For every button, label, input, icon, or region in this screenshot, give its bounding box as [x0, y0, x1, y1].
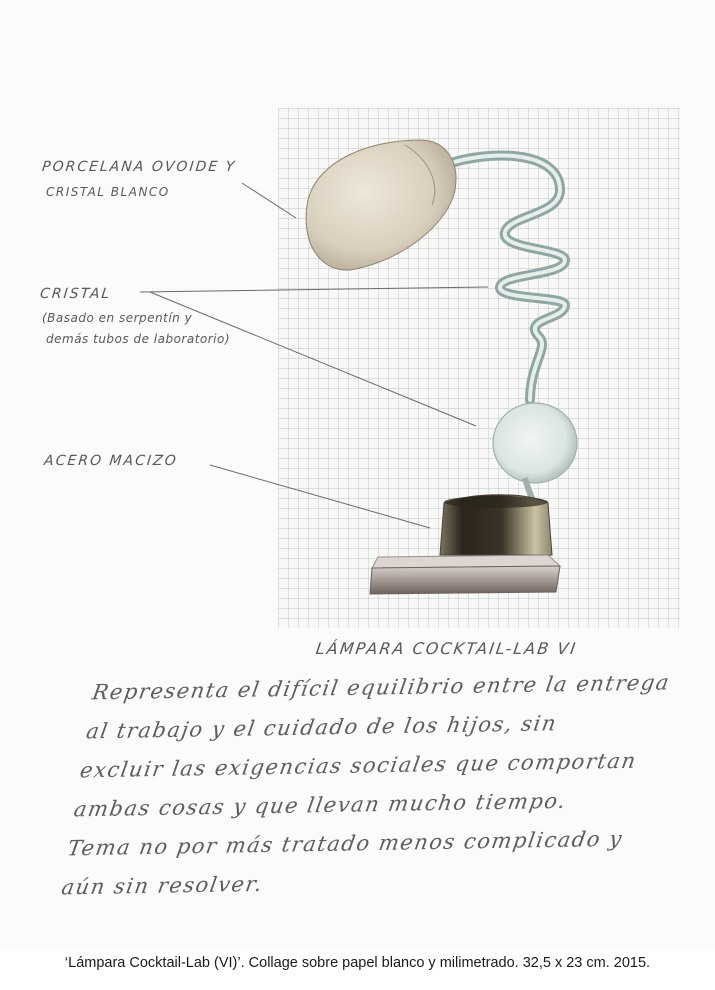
- caption: ‘Lámpara Cocktail-Lab (VI)’. Collage sobre papel blanco y milimetrado. 32,5 x 23 cm. 2015.: [64, 955, 651, 971]
- handwritten-note: [59, 663, 715, 908]
- note-line: excluir las exigencias sociales que comportan: [78, 748, 639, 783]
- note-line: aún sin resolver.: [59, 871, 265, 900]
- label-cristal-line1: (Basado en serpentín y: [42, 311, 193, 325]
- leader-cristal-bulb: [150, 292, 476, 426]
- label-porcelana-line2: CRISTAL BLANCO: [46, 185, 170, 199]
- note-line: ambas cosas y que llevan mucho tiempo.: [72, 788, 569, 822]
- note-line: al trabajo y el cuidado de los hijos, sin: [84, 711, 559, 744]
- base-slab: [370, 555, 560, 594]
- leader-porcelana: [242, 183, 296, 218]
- leader-cristal-coil: [140, 287, 488, 292]
- steel-block: [440, 495, 552, 555]
- porcelain-shade: [306, 140, 456, 270]
- note-line: Tema no por más tratado menos complicado y: [65, 826, 625, 861]
- note-line: Representa el difícil equilibrio entre la entrega: [90, 670, 672, 705]
- label-cristal-line2: demás tubos de laboratorio): [46, 332, 231, 346]
- glass-coil: [448, 156, 565, 400]
- leader-acero: [210, 465, 430, 528]
- label-cristal-title: CRISTAL: [39, 286, 113, 302]
- glass-bulb: [493, 403, 577, 505]
- label-acero: ACERO MACIZO: [43, 453, 179, 469]
- label-porcelana-line1: PORCELANA OVOIDE Y: [41, 159, 237, 175]
- drawing-title: LÁMPARA COCKTAIL-LAB VI: [314, 639, 579, 658]
